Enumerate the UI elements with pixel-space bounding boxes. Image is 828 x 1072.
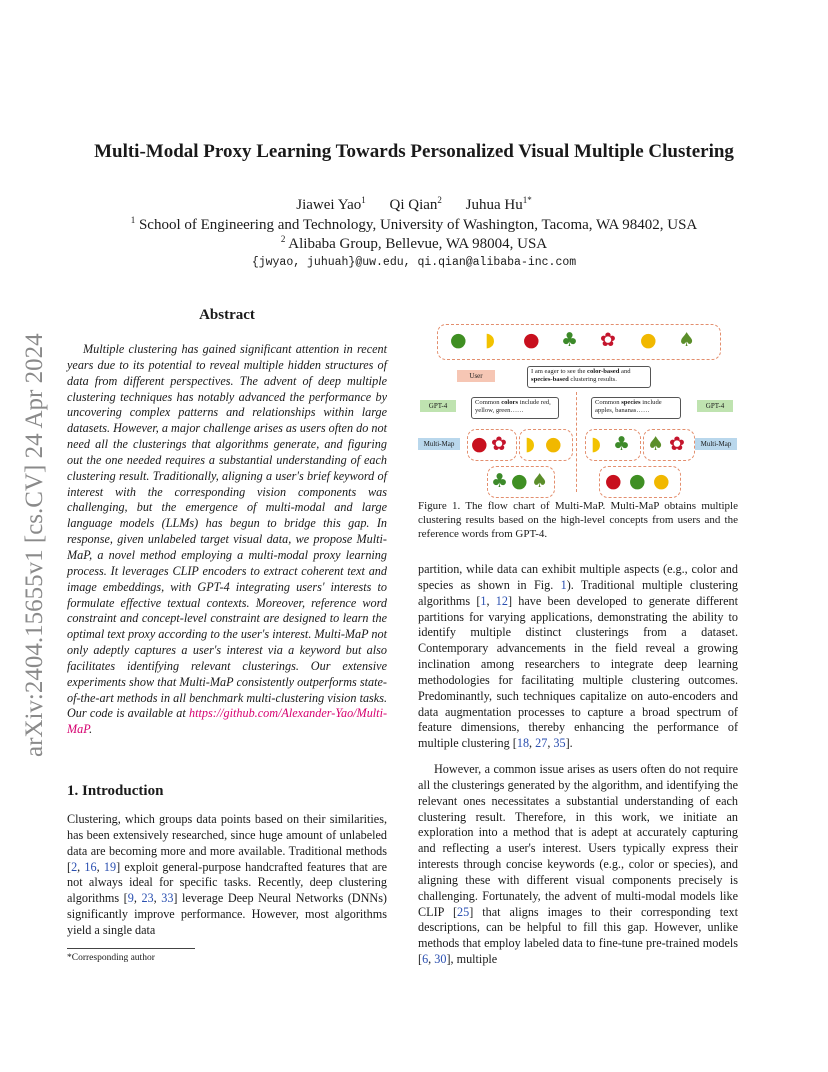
green-apple-icon: ●	[511, 470, 528, 492]
gpt4-colors-bubble: Common colors include red, yellow, green……	[471, 397, 559, 419]
figure-1	[415, 318, 741, 498]
gpt4-label-left: GPT-4	[420, 400, 456, 412]
figure-link[interactable]: 1	[560, 577, 567, 592]
citation-link[interactable]: 9	[127, 891, 134, 906]
citation-link[interactable]: 16	[84, 859, 97, 874]
user-label: User	[457, 370, 495, 382]
citation-link[interactable]: 30	[434, 952, 447, 967]
arxiv-side-stamp	[18, 285, 48, 765]
citation-link[interactable]: 1	[480, 593, 487, 608]
banana-icon: ◗	[591, 433, 602, 455]
footnote: *Corresponding author	[67, 953, 155, 963]
citation-link[interactable]: 18	[516, 736, 530, 751]
red-berries-icon: ✿	[669, 433, 685, 455]
intro-paragraph: partition, while data can exhibit multiple aspects (e.g., color and species as shown in Fig. 1). Traditional multiple clustering algorithms [1, 12] have been developed to generate different partitions for varying applications, demonstrating the ability to identify multiple distinct clusterings from a dataset. Contemporary advancements in the field reveal a growing inclination among researchers to integrate deep learning methodologies for facilitating multiple clustering outcomes. Predominantly, such techniques capitalize on auto-encoders and data augmentation processes to capture a broad spectrum of feature dimensions, thereby enhancing the performance of multiple clustering [18, 27, 35].	[418, 562, 738, 751]
green-grapes-icon: ♠	[531, 470, 549, 492]
citation-link[interactable]: 12	[495, 593, 508, 608]
intro-paragraph: However, a common issue arises as users often do not require all the clusterings generated by the algorithm, and identifying the relevant ones necessitates a substantial understanding of each clustering result. Therefore, in this work, we initiate an exploration into a method that is adept at accurately capturing and reflecting a user's interest. Users typically express their interests through concise keywords (e.g., color or species), and aligning these with different visual components precisely is challenging. Fortunately, the advent of multi-modal models like CLIP [25] that aligns images to their corresponding text descriptions, can be helpful to fill this gap. However, unlike methods that employ labeled data to fine-tune pre-trained models [6, 30], multiple	[418, 762, 738, 967]
figure-divider	[576, 392, 577, 492]
figure-caption: Figure 1. The flow chart of Multi-MaP. Multi-MaP obtains multiple clustering results based on the high-level concepts from users and the reference words from GPT-4.	[418, 500, 738, 540]
user-request-bubble: I am eager to see the color-based and species-based clustering results.	[527, 366, 651, 388]
yellow-lemon-icon: ●	[653, 470, 670, 492]
yellow-lemon-icon: ●	[640, 329, 657, 351]
paper-title: Multi-Modal Proxy Learning Towards Personalized Visual Multiple Clustering	[94, 141, 734, 162]
multimap-label-left: Multi-Map	[418, 438, 460, 450]
green-leaves-icon: ♣	[491, 470, 509, 492]
gpt4-species-bubble: Common species include apples, bananas……	[591, 397, 681, 419]
arxiv-stamp-text: arXiv:2404.15655v1 [cs.CV] 24 Apr 2024	[21, 333, 48, 757]
citation-link[interactable]: 6	[422, 952, 429, 967]
affiliation: $^1$ School of Engineering and Technology, University of Washington, Tacoma, WA 98402, USA	[130, 215, 698, 233]
green-leaves-icon: ♣	[613, 433, 631, 455]
citation-link[interactable]: 33	[161, 891, 174, 906]
red-berries-icon: ✿	[491, 433, 507, 455]
citation-link[interactable]: 27	[535, 736, 548, 751]
affiliation: $^2$ Alibaba Group, Bellevue, WA 98004, USA	[280, 234, 548, 252]
author: Qi Qian$^2$	[389, 195, 442, 213]
green-grapes-icon: ♠	[678, 329, 696, 351]
citation-link[interactable]: 2	[71, 859, 78, 874]
citation-link[interactable]: 35	[553, 736, 566, 751]
footnote-rule	[67, 948, 195, 949]
code-link[interactable]: https://github.com/Alexander-Yao/Multi-MaP	[67, 706, 388, 737]
red-apple-icon: ●	[523, 329, 540, 351]
green-apple-icon: ●	[629, 470, 646, 492]
author-emails: {jwyao, juhuah}@uw.edu, qi.qian@alibaba-inc.com	[251, 256, 577, 269]
red-berries-icon: ✿	[600, 329, 616, 351]
multimap-label-right: Multi-Map	[695, 438, 737, 450]
green-apple-icon: ●	[450, 329, 467, 351]
yellow-lemon-icon: ●	[545, 433, 562, 455]
banana-icon: ◗	[525, 433, 536, 455]
green-grapes-icon: ♠	[647, 433, 665, 455]
citation-link[interactable]: 25	[457, 904, 470, 919]
citation-link[interactable]: 23	[141, 891, 154, 906]
gpt4-label-right: GPT-4	[697, 400, 733, 412]
banana-icon: ◗	[485, 329, 496, 351]
abstract-heading: Abstract	[199, 307, 255, 323]
intro-paragraph: Clustering, which groups data points based on their similarities, has been extensively researched, since huge amount of unlabeled data are becoming more and more available. Traditional methods [2, 16, 19] exploit general-purpose handcrafted features that are not always ideal for specific tasks. Recently, deep clustering algorithms [9, 23, 33] leverage Deep Neural Networks (DNNs) significantly improve performance. However, most algorithms yield a single data	[67, 812, 387, 937]
section-heading: 1. Introduction	[67, 783, 164, 799]
abstract-body: Multiple clustering has gained significant attention in recent years due to its potential to reveal multiple hidden structures of data from different perspectives. The advent of deep multiple clustering techniques has notably advanced the performance by uncovering complex patterns and relationships within large datasets. However, a major challenge arises as users often do not need all the clusterings that algorithms generate, and figuring out the one needed requires a substantial understanding of each clustering result. Traditionally, aligning a user's brief keyword of interest with the corresponding vision components was challenging, but the emergence of multi-modal and large language models (LLMs) has begun to bridge this gap. In response, given unlabeled target visual data, we propose Multi-MaP, a novel method employing a multi-modal proxy learning process. It leverages CLIP encoders to extract coherent text and image embeddings, with GPT-4 integrating users' interests to formulate effective textual contexts. Moreover, reference word constraint and concept-level constraint are designed to learn the optimal text proxy according to the user's interest. Multi-MaP not only adeptly captures a user's interest via a keyword but also facilitates identifying relevant clusterings. Our extensive experiments show that Multi-MaP consistently outperforms state-of-the-art methods in all benchmark multi-clustering vision tasks. Our code is available at https://github.com/Alexander-Yao/Multi-MaP.	[67, 342, 388, 737]
red-apple-icon: ●	[605, 470, 622, 492]
citation-link[interactable]: 19	[103, 859, 117, 874]
green-leaves-icon: ♣	[561, 329, 579, 351]
author-list	[0, 195, 828, 214]
author: Juhua $Hu^{1*}$	[465, 195, 532, 213]
red-apple-icon: ●	[471, 433, 488, 455]
author: Jiawei Yao$^1$	[296, 195, 366, 213]
